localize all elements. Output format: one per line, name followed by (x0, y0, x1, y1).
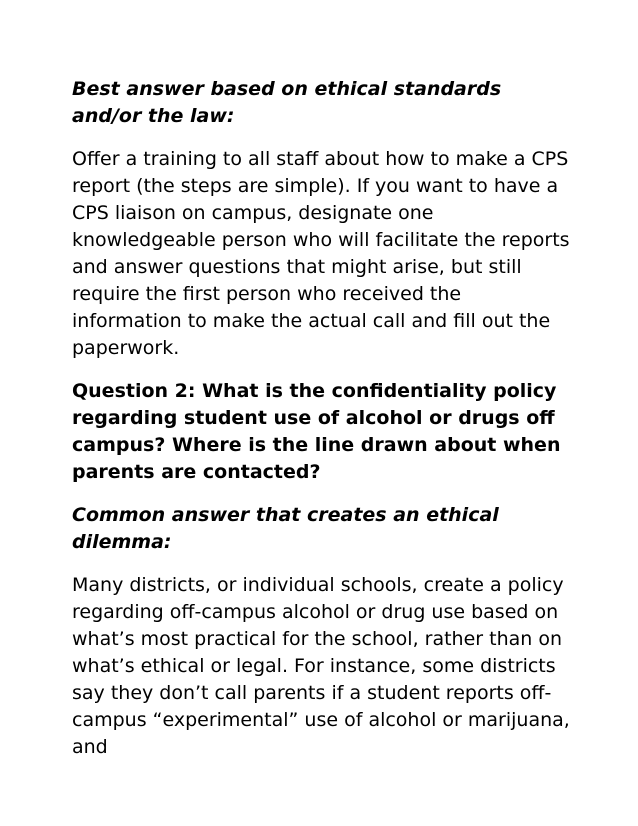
spacer (72, 130, 572, 146)
spacer (72, 486, 572, 502)
document-page (72, 76, 572, 761)
best-answer-paragraph: Offer a training to all staff about how to make a CPS report (the steps are simple). If you want to have a CPS liaison on campus, designate one knowledgeable person who will facilitate the reports and answer questions that might arise, but still require the first person who received the information to make the actual call and fill out the paperwork. (72, 148, 570, 359)
spacer (72, 556, 572, 572)
best-answer-heading: Best answer based on ethical standards and/or the law: (72, 78, 502, 127)
spacer (72, 362, 572, 378)
common-answer-heading: Common answer that creates an ethical dilemma: (72, 504, 499, 553)
question-2-heading: Question 2: What is the confidentiality policy regarding student use of alcohol or drugs off campus? Where is the line drawn about when parents are contacted? (72, 380, 561, 483)
common-answer-paragraph: Many districts, or individual schools, create a policy regarding off-campus alcohol or drug use based on what’s most practical for the school, rather than on what’s ethical or legal. For instance, some districts say they don’t call parents if a student reports off-campus “experimental” use of alcohol or marijuana, and (72, 574, 570, 758)
